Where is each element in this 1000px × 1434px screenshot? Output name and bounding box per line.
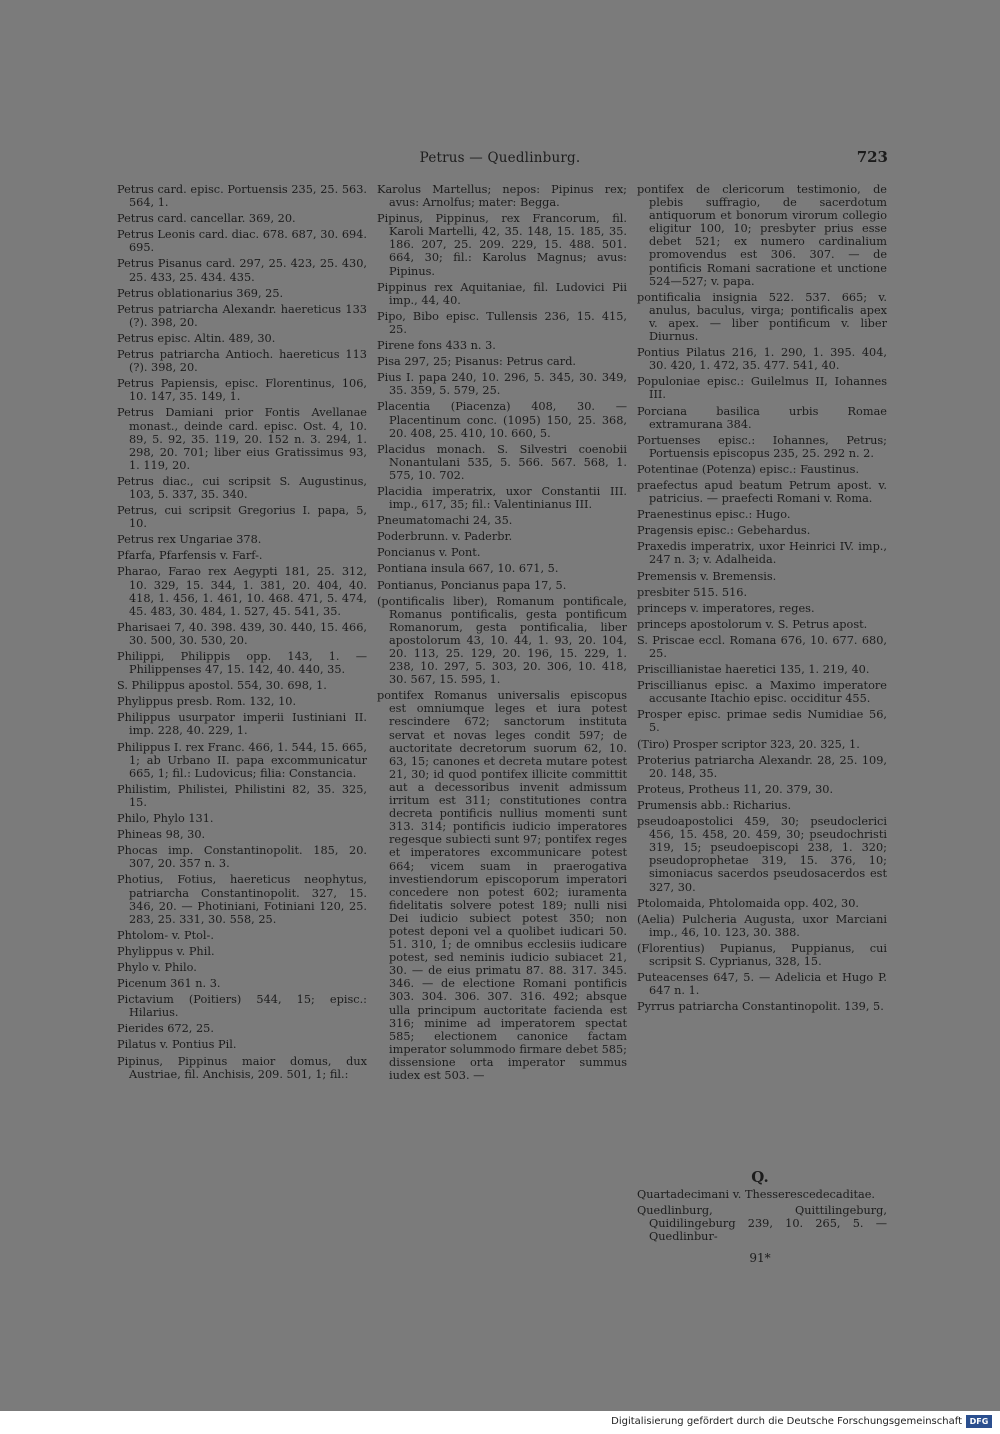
index-entry: Picenum 361 n. 3. xyxy=(117,977,221,991)
index-entry: Petrus, cui scripsit Gregorius I. papa, 5, 10. xyxy=(117,504,367,531)
index-column-1 xyxy=(117,183,367,1243)
index-entry: Quedlinburg, Quittilingeburg, Quidilingeburg 239, 10. 265, 5. — Quedlinbur- xyxy=(637,1204,887,1244)
index-entry: pseudoapostolici 459, 30; pseudoclerici 456, 15. 458, 20. 459, 30; pseudochristi 319, 15; pseudoepiscopi 238, 1. 320; pseudoprophetae 319, 15. 376, 10; simoniacus sacerdos pseudosacerdos est 327, 30. xyxy=(637,815,887,894)
index-entry: Pfarfa, Pfarfensis v. Farf-. xyxy=(117,549,263,563)
section-q-entries xyxy=(637,1188,887,1246)
index-entry: (pontificalis liber), Romanum pontificale, Romanus pontificalis, gesta pontificum Romanorum, gesta pontificalia, liber apostolorum 43, 10. 44, 1. 93, 20. 104, 20. 113, 25. 129, 20. 196, 15. 229, 1. 238, 10. 297, 5. 303, 20. 306, 10. 418, 30. 567, 15. 595, 1. xyxy=(377,594,627,687)
index-entry: Petrus patriarcha Antioch. haereticus 113 (?). 398, 20. xyxy=(117,348,367,375)
index-entry: Petrus patriarcha Alexandr. haereticus 133 (?). 398, 20. xyxy=(117,302,367,329)
index-entry: Petrus rex Ungariae 378. xyxy=(117,533,262,547)
index-entry: Populoniae episc.: Guilelmus II, Iohannes III. xyxy=(637,375,887,402)
index-entry: Prumensis abb.: Richarius. xyxy=(637,798,792,812)
index-entry: Placidus monach. S. Silvestri coenobii Nonantulani 535, 5. 566. 567. 568, 1. 575, 10. 702. xyxy=(377,442,627,482)
index-entry: S. Philippus apostol. 554, 30. 698, 1. xyxy=(117,679,327,693)
index-entry: Pontianus, Poncianus papa 17, 5. xyxy=(377,578,567,592)
index-entry: (Aelia) Pulcheria Augusta, uxor Marciani imp., 46, 10. 123, 30. 388. xyxy=(637,912,887,939)
index-entry: Placidia imperatrix, uxor Constantii III. imp., 617, 35; fil.: Valentinianus III. xyxy=(377,484,627,512)
index-entry: Pipinus, Pippinus maior domus, dux Austriae, fil. Anchisis, 209. 501, 1; fil.: xyxy=(117,1054,367,1081)
index-entry: Poncianus v. Pont. xyxy=(377,546,481,560)
index-entry: Porciana basilica urbis Romae extramurana 384. xyxy=(637,404,887,431)
index-entry: Philippus usurpator imperii Iustiniani II. imp. 228, 40. 229, 1. xyxy=(117,711,367,738)
section-letter: Q. xyxy=(751,1168,769,1186)
index-entry: Phtolom- v. Ptol-. xyxy=(117,928,214,942)
running-title: Petrus — Quedlinburg. xyxy=(419,150,581,166)
page-header xyxy=(110,148,890,172)
index-entry: Portuenses episc.: Iohannes, Petrus; Portuensis episcopus 235, 25. 292 n. 2. xyxy=(637,433,887,460)
index-entry: (Tiro) Prosper scriptor 323, 20. 325, 1. xyxy=(637,737,860,751)
index-entry: (Florentius) Pupianus, Puppianus, cui scripsit S. Cyprianus, 328, 15. xyxy=(637,941,887,968)
index-entry: Philippus I. rex Franc. 466, 1. 544, 15. 665, 1; ab Urbano II. papa excommunicatur 665, 1; fil.: Ludovicus; filia: Constancia. xyxy=(117,740,367,780)
index-entry: Pneumatomachi 24, 35. xyxy=(377,514,513,528)
index-entry: Pictavium (Poitiers) 544, 15; episc.: Hilarius. xyxy=(117,993,367,1020)
index-entry: Quartadecimani v. Thesserescedecaditae. xyxy=(637,1188,876,1201)
index-entry: Placentia (Piacenza) 408, 30. — Placentinum conc. (1095) 150, 25. 368, 20. 408, 25. 410, 10. 660, 5. xyxy=(377,400,627,440)
index-entry: Pierides 672, 25. xyxy=(117,1022,214,1036)
index-entry: Petrus Papiensis, episc. Florentinus, 106, 10. 147, 35. 149, 1. xyxy=(117,377,367,404)
index-entry: Pius I. papa 240, 10. 296, 5. 345, 30. 349, 35. 359, 5. 579, 25. xyxy=(377,371,627,398)
index-entry: Petrus card. cancellar. 369, 20. xyxy=(117,212,296,226)
index-entry: Phineas 98, 30. xyxy=(117,828,206,842)
index-entry: Praenestinus episc.: Hugo. xyxy=(637,508,791,522)
index-entry: Priscillianus episc. a Maximo imperatore accusante Itachio episc. occiditur 455. xyxy=(637,679,887,706)
index-entry: Pisa 297, 25; Pisanus: Petrus card. xyxy=(377,355,577,369)
index-entry: Phocas imp. Constantinopolit. 185, 20. 307, 20. 357 n. 3. xyxy=(117,844,367,871)
signature-mark: 91* xyxy=(749,1251,771,1265)
index-entry: Petrus episc. Altin. 489, 30. xyxy=(117,331,276,345)
index-entry: princeps v. imperatores, reges. xyxy=(637,601,815,615)
index-entry: Petrus card. episc. Portuensis 235, 25. 563. 564, 1. xyxy=(117,183,367,210)
index-entry: S. Priscae eccl. Romana 676, 10. 677. 680, 25. xyxy=(637,633,887,660)
index-entry: Philippi, Philippis opp. 143, 1. — Philippenses 47, 15. 142, 40. 440, 35. xyxy=(117,650,367,677)
index-entry: Priscillianistae haeretici 135, 1. 219, 40. xyxy=(637,663,870,677)
index-entry: Praxedis imperatrix, uxor Heinrici IV. imp., 247 n. 3; v. Adalheida. xyxy=(637,540,887,567)
index-entry: Pipinus, Pippinus, rex Francorum, fil. Karoli Martelli, 42, 35. 148, 15. 185, 35. 186. 207, 25. 209. 229, 15. 488. 501. 664, 30; fil.: Karolus Magnus; avus: Pipinus. xyxy=(377,212,627,278)
index-column-3 xyxy=(637,183,887,1158)
funding-notice: Digitalisierung gefördert durch die Deutsche Forschungsgemeinschaft xyxy=(611,1416,962,1427)
index-entry: pontifex Romanus universalis episcopus est omniumque leges et iura potest rescindere 672; sanctorum instituta servat et novas leges condit 597; de auctoritate decretorum suorum 62, 10. 63, 15; canones et decreta mutare potest 21, 30; id quod pontifex illicite committit aut a decessoribus invenit admissum irritum est 311; constitutiones contra decreta pontificis nullius momenti sunt 313. 314; pontificis iudicio imperatores regesque subiecti sunt 97; pontifex reges et imperatores excommunicare potest 664; vicem suam in praerogativa investiendorum episcoporum imperatori concedere non potest 602; iuramenta fidelitatis solvere potest 189; nulli nisi Dei iudicio subiect potest 350; non potest deponi vel a quolibet iudicari 50. 51. 310, 1; de omnibus ecclesiis iudicare potest, sed neminis iudicio subiacet 21, 30. — de eius primatu 87. 88. 317. 345. 346. — de electione Romani pontificis 303. 304. 306. 307. 316. 492; absque ulla principum auctoritate facienda est 316; minime ad imperatorem spectat 585; electionem canonice factam imperator solummodo firmare debet 585; dissensione orta imperator summus iudex est 503. — xyxy=(377,689,627,1082)
dfg-logo: DFG xyxy=(966,1415,992,1428)
index-entry: pontificalia insignia 522. 537. 665; v. anulus, baculus, virga; pontificalis apex v. apex. — liber pontificum v. liber Diurnus. xyxy=(637,290,887,344)
index-column-2 xyxy=(377,183,627,1243)
index-entry: Pirene fons 433 n. 3. xyxy=(377,339,496,353)
index-entry: Pharisaei 7, 40. 398. 439, 30. 440, 15. 466, 30. 500, 30. 530, 20. xyxy=(117,620,367,647)
index-entry: Petrus oblationarius 369, 25. xyxy=(117,286,284,300)
page-number: 723 xyxy=(856,148,888,166)
index-entry: Petrus diac., cui scripsit S. Augustinus, 103, 5. 337, 35. 340. xyxy=(117,474,367,501)
index-entry: Pipo, Bibo episc. Tullensis 236, 15. 415, 25. xyxy=(377,309,627,336)
index-entry: Pyrrus patriarcha Constantinopolit. 139, 5. xyxy=(637,1000,884,1014)
index-entry: Pragensis episc.: Gebehardus. xyxy=(637,524,811,538)
index-entry: presbiter 515. 516. xyxy=(637,585,748,599)
index-entry: Pontiana insula 667, 10. 671, 5. xyxy=(377,562,559,576)
index-entry: Philistim, Philistei, Philistini 82, 35. 325, 15. xyxy=(117,782,367,809)
index-entry: Premensis v. Bremensis. xyxy=(637,569,777,583)
index-entry: Phylippus v. Phil. xyxy=(117,944,215,958)
index-entry: Poderbrunn. v. Paderbr. xyxy=(377,530,513,544)
footer-bar xyxy=(0,1411,1000,1434)
index-entry: Pontius Pilatus 216, 1. 290, 1. 395. 404, 30. 420, 1. 472, 35. 477. 541, 40. xyxy=(637,346,887,373)
index-entry: Karolus Martellus; nepos: Pipinus rex; avus: Arnolfus; mater: Begga. xyxy=(377,183,627,210)
index-entry: Pippinus rex Aquitaniae, fil. Ludovici Pii imp., 44, 40. xyxy=(377,280,627,307)
index-entry: Photius, Fotius, haereticus neophytus, patriarcha Constantinopolit. 327, 15. 346, 20. — Photiniani, Fotiniani 120, 25. 283, 25. 331, 30. 558, 25. xyxy=(117,873,367,926)
index-entry: Petrus Damiani prior Fontis Avellanae monast., deinde card. episc. Ost. 4, 10. 89, 5. 92, 35. 119, 20. 152 n. 3. 294, 1. 298, 20. 701; liber eius Gratissimus 93, 1. 119, 20. xyxy=(117,406,367,472)
index-entry: Prosper episc. primae sedis Numidiae 56, 5. xyxy=(637,708,887,735)
index-entry: Potentinae (Potenza) episc.: Faustinus. xyxy=(637,462,860,476)
index-entry: Petrus Leonis card. diac. 678. 687, 30. 694. 695. xyxy=(117,228,367,255)
index-entry: Puteacenses 647, 5. — Adelicia et Hugo P. 647 n. 1. xyxy=(637,971,887,998)
index-entry: Pharao, Farao rex Aegypti 181, 25. 312, 10. 329, 15. 344, 1. 381, 20. 404, 40. 418, 1. 456, 1. 461, 10. 468. 471, 5. 474, 45. 483, 30. 484, 1. 527, 45. 541, 35. xyxy=(117,565,367,618)
index-entry: Pilatus v. Pontius Pil. xyxy=(117,1038,237,1052)
index-entry: Petrus Pisanus card. 297, 25. 423, 25. 430, 25. 433, 25. 434. 435. xyxy=(117,257,367,284)
index-entry: Proteus, Protheus 11, 20. 379, 30. xyxy=(637,782,834,796)
index-entry: princeps apostolorum v. S. Petrus apost. xyxy=(637,617,868,631)
index-entry: Ptolomaida, Phtolomaida opp. 402, 30. xyxy=(637,896,859,910)
index-entry: Phylippus presb. Rom. 132, 10. xyxy=(117,695,297,709)
index-entry: Philo, Phylo 131. xyxy=(117,812,214,826)
index-entry: praefectus apud beatum Petrum apost. v. patricius. — praefecti Romani v. Roma. xyxy=(637,478,887,506)
index-entry: pontifex de clericorum testimonio, de plebis suffragio, de sacerdotum antiquorum et bonorum virorum collegio eligitur 100, 10; presbyter prius esse debet 521; ex numero cardinalium promovendus est 306. 307. — de pontificis Romani sacratione et unctione 524—527; v. papa. xyxy=(637,183,887,288)
index-entry: Proterius patriarcha Alexandr. 28, 25. 109, 20. 148, 35. xyxy=(637,753,887,780)
index-entry: Phylo v. Philo. xyxy=(117,960,197,974)
